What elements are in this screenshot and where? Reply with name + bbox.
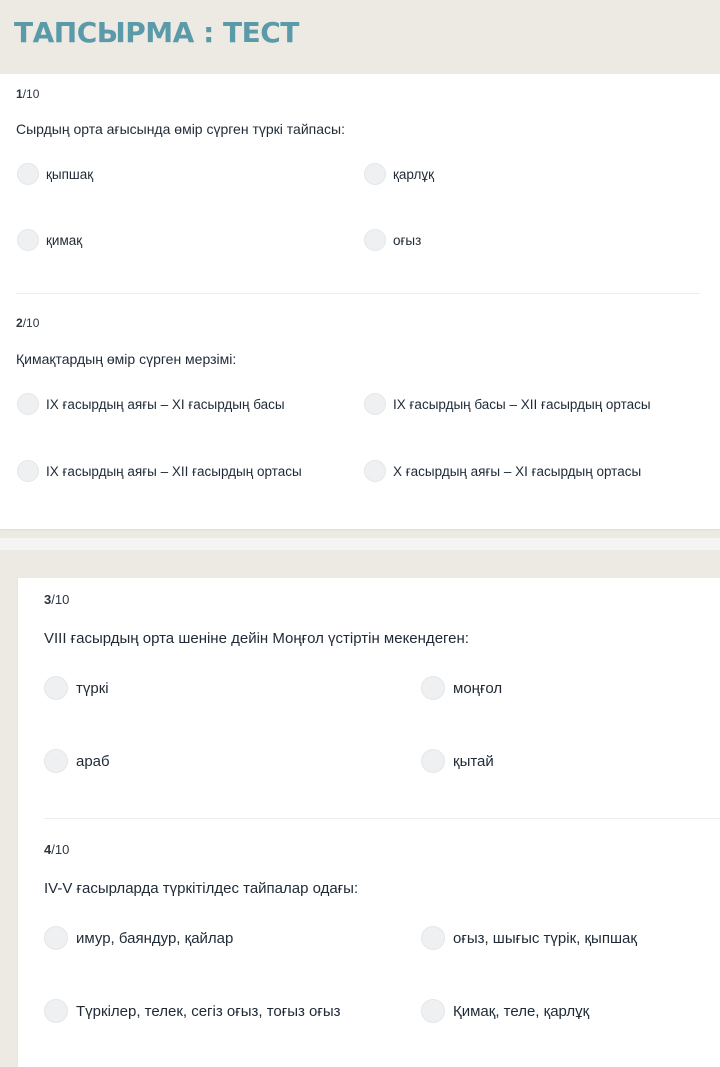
answer-option[interactable] [364, 163, 434, 185]
screenshot-separator [0, 538, 720, 550]
answer-option-label: IX ғасырдың аяғы – XI ғасырдың басы [46, 396, 285, 412]
radio-button[interactable] [17, 393, 39, 415]
answer-option[interactable] [364, 229, 421, 251]
answer-option[interactable] [17, 393, 285, 415]
radio-button[interactable] [44, 749, 68, 773]
radio-button[interactable] [364, 393, 386, 415]
radio-button[interactable] [421, 749, 445, 773]
answer-option-label: оғыз, шығыс түрік, қыпшақ [453, 929, 637, 947]
radio-button[interactable] [364, 229, 386, 251]
answer-option-label: қарлұқ [393, 166, 434, 182]
question-counter: 1/10 [16, 87, 40, 101]
radio-button[interactable] [44, 676, 68, 700]
answer-option[interactable] [44, 749, 110, 773]
page-title: ТАПСЫРМА : ТЕСТ [14, 16, 299, 49]
answer-option[interactable] [17, 229, 82, 251]
radio-button[interactable] [17, 163, 39, 185]
answer-option-label: қимақ [46, 232, 83, 248]
answer-option[interactable] [364, 460, 641, 482]
answer-option[interactable] [44, 926, 233, 950]
question-card-1 [0, 74, 720, 529]
answer-option-label: Түркілер, телек, сегіз оғыз, тоғыз оғыз [76, 1002, 341, 1020]
answer-option-label: IX ғасырдың аяғы – XII ғасырдың ортасы [46, 463, 302, 479]
radio-button[interactable] [421, 676, 445, 700]
answer-option-label: X ғасырдың аяғы – XI ғасырдың ортасы [393, 463, 642, 479]
question-counter: 2/10 [16, 316, 40, 330]
question-text: IV-V ғасырларда түркітілдес тайпалар одағы: [44, 880, 359, 897]
answer-option-label: моңғол [453, 679, 503, 697]
answer-option[interactable] [364, 393, 651, 415]
radio-button[interactable] [364, 460, 386, 482]
question-text: Сырдың орта ағысында өмір сүрген түркі тайпасы: [16, 121, 345, 137]
answer-option[interactable] [17, 460, 302, 482]
question-text: Қимақтардың өмір сүрген мерзімі: [16, 351, 237, 367]
answer-option-label: қыпшақ [46, 166, 94, 182]
answer-option[interactable] [44, 999, 341, 1023]
answer-option[interactable] [421, 926, 637, 950]
question-card-2 [18, 578, 720, 1067]
question-divider [44, 818, 720, 819]
answer-option[interactable] [44, 676, 109, 700]
answer-option[interactable] [17, 163, 93, 185]
radio-button[interactable] [421, 999, 445, 1023]
question-counter: 3/10 [44, 592, 70, 607]
radio-button[interactable] [364, 163, 386, 185]
question-counter: 4/10 [44, 842, 70, 857]
answer-option[interactable] [421, 999, 589, 1023]
answer-option-label: имур, баяндур, қайлар [76, 929, 234, 947]
question-divider [16, 293, 700, 294]
answer-option-label: қытай [453, 752, 494, 770]
question-text: VIII ғасырдың орта шеніне дейін Моңғол үстіртін мекендеген: [44, 630, 469, 647]
radio-button[interactable] [17, 460, 39, 482]
answer-option-label: Қимақ, теле, қарлұқ [453, 1002, 590, 1020]
answer-option-label: оғыз [393, 232, 422, 248]
answer-option-label: IX ғасырдың басы – XII ғасырдың ортасы [393, 396, 651, 412]
radio-button[interactable] [44, 999, 68, 1023]
answer-option-label: араб [76, 752, 110, 770]
answer-option[interactable] [421, 749, 494, 773]
radio-button[interactable] [421, 926, 445, 950]
radio-button[interactable] [17, 229, 39, 251]
radio-button[interactable] [44, 926, 68, 950]
answer-option-label: түркі [76, 679, 109, 697]
answer-option[interactable] [421, 676, 502, 700]
